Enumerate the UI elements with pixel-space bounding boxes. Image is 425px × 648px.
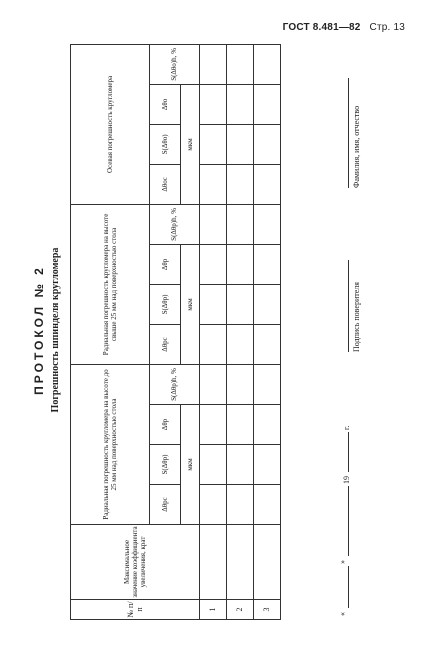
table-cell[interactable] xyxy=(227,364,254,404)
table-cell[interactable] xyxy=(200,364,227,404)
table-cell[interactable] xyxy=(227,525,254,600)
table-cell[interactable] xyxy=(227,445,254,485)
table-row xyxy=(254,44,281,619)
standard-number: ГОСТ 8.481—82 xyxy=(282,22,361,33)
name-label: Фамилия, имя, отчество xyxy=(352,105,361,188)
table-cell[interactable] xyxy=(254,364,281,404)
table-cell[interactable] xyxy=(200,204,227,244)
header-number: № п/п xyxy=(71,600,200,620)
row-number: 2 xyxy=(227,600,254,620)
table-cell[interactable] xyxy=(200,164,227,204)
row-number: 3 xyxy=(254,600,281,620)
signature-label: Подпись поверителя xyxy=(352,282,361,352)
table-cell[interactable] xyxy=(227,204,254,244)
subhead: Δθoc xyxy=(150,164,181,204)
subhead: Δθo xyxy=(150,84,181,124)
table-cell[interactable] xyxy=(254,405,281,445)
table-cell[interactable] xyxy=(200,244,227,284)
protocol-body xyxy=(30,40,390,620)
table-row xyxy=(227,44,254,619)
table-cell[interactable] xyxy=(227,124,254,164)
date-day-line[interactable] xyxy=(348,566,349,608)
table-cell[interactable] xyxy=(254,124,281,164)
table-cell[interactable] xyxy=(200,84,227,124)
protocol-subtitle: Погрешность шпинделя кругломера xyxy=(50,247,61,413)
table-cell[interactable] xyxy=(200,485,227,525)
table-cell[interactable] xyxy=(254,485,281,525)
table-cell[interactable] xyxy=(200,405,227,445)
table-cell[interactable] xyxy=(254,284,281,324)
date-month-line[interactable] xyxy=(348,486,349,556)
table-cell[interactable] xyxy=(200,284,227,324)
unit-label: мкм xyxy=(181,405,200,525)
page-number: Стр. 13 xyxy=(369,22,405,33)
table-cell[interactable] xyxy=(200,525,227,600)
table-cell[interactable] xyxy=(200,44,227,84)
subhead: S(Δθp)h, % xyxy=(150,204,200,244)
subhead: S(Δθp)h, % xyxy=(150,364,200,404)
date-open-quote: « xyxy=(338,612,347,616)
date-year-suffix: г. xyxy=(342,425,351,430)
header-group-3: Осевая погрешность кругломера xyxy=(71,44,150,204)
protocol-table xyxy=(70,44,281,620)
name-line[interactable] xyxy=(348,78,349,188)
unit-label: мкм xyxy=(181,244,200,364)
table-cell[interactable] xyxy=(200,124,227,164)
table-cell[interactable] xyxy=(254,204,281,244)
table-cell[interactable] xyxy=(254,525,281,600)
table-cell[interactable] xyxy=(254,244,281,284)
date-year-label: 19 xyxy=(342,476,351,484)
table-cell[interactable] xyxy=(254,324,281,364)
table-cell[interactable] xyxy=(200,445,227,485)
header-group-1: Радиальная погрешность кругломера на высоте до 25 мм над поверхностью стола xyxy=(71,364,150,524)
table-cell[interactable] xyxy=(227,485,254,525)
table-cell[interactable] xyxy=(227,324,254,364)
table-cell[interactable] xyxy=(227,84,254,124)
table-cell[interactable] xyxy=(254,44,281,84)
subhead: Δθpc xyxy=(150,324,181,364)
header-group-2: Радиальная погрешность кругломера на высоте свыше 25 мм над поверхностью стола xyxy=(71,204,150,364)
table-cell[interactable] xyxy=(254,84,281,124)
table-row xyxy=(200,44,227,619)
protocol-title: ПРОТОКОЛ № 2 xyxy=(32,265,46,395)
subhead: S(Δθp) xyxy=(150,445,181,485)
date-close-quote: » xyxy=(338,560,347,564)
subhead: S(Δθo) xyxy=(150,124,181,164)
unit-label: мкм xyxy=(181,84,200,204)
subhead: S(Δθo)h, % xyxy=(150,44,200,84)
table-cell[interactable] xyxy=(227,405,254,445)
subhead: Δθpc xyxy=(150,485,181,525)
row-number: 1 xyxy=(200,600,227,620)
table-cell[interactable] xyxy=(227,284,254,324)
subhead: Δθp xyxy=(150,405,181,445)
subhead: S(Δθp) xyxy=(150,284,181,324)
table-cell[interactable] xyxy=(227,164,254,204)
table-cell[interactable] xyxy=(200,324,227,364)
subhead: Δθp xyxy=(150,244,181,284)
header-max-coefficient: Максимальное значение коэффициента увеличения, крат xyxy=(71,525,200,600)
table-cell[interactable] xyxy=(227,244,254,284)
page-header xyxy=(283,22,405,33)
table-cell[interactable] xyxy=(254,445,281,485)
table-cell[interactable] xyxy=(227,44,254,84)
table-cell[interactable] xyxy=(254,164,281,204)
date-year-line[interactable] xyxy=(348,432,349,472)
signature-line[interactable] xyxy=(348,260,349,352)
